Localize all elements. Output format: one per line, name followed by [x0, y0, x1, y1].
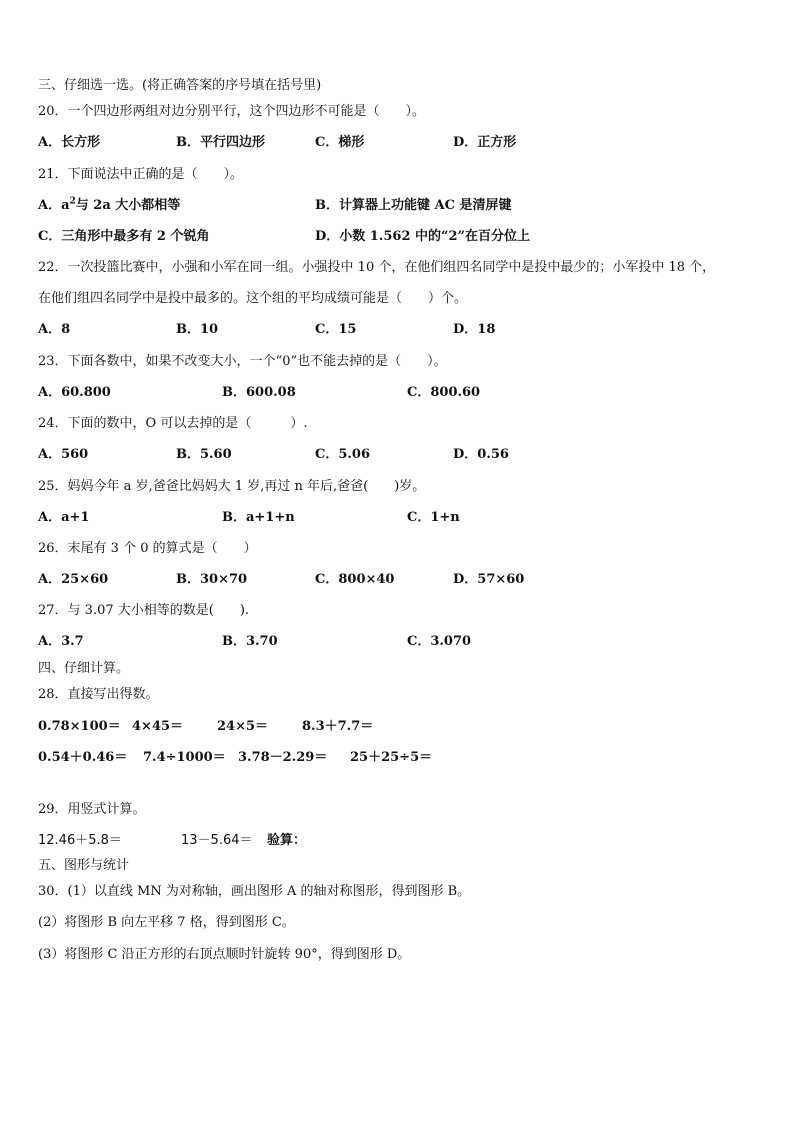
question-25-stem: 25．妈妈今年 a 岁,爸爸比妈妈大 1 岁,再过 n 年后,爸爸( )岁。 — [38, 479, 426, 494]
q21-option-a-post: 与 2a 大小都相等 — [75, 198, 181, 213]
question-28-stem: 28．直接写出得数。 — [38, 687, 159, 702]
q22-option-c[interactable]: C．15 — [315, 322, 357, 337]
q22-option-d[interactable]: D．18 — [453, 322, 496, 337]
q28-row2-item4: 25＋25÷5＝ — [350, 750, 433, 765]
question-30-part2: (2）将图形 B 向左平移 7 格，得到图形 C。 — [38, 915, 295, 930]
q27-option-b[interactable]: B．3.70 — [222, 634, 278, 649]
question-30-part3: (3）将图形 C 沿正方形的右顶点顺时针旋转 90°，得到图形 D。 — [38, 947, 411, 962]
q20-option-a[interactable]: A．长方形 — [38, 135, 101, 150]
question-20-stem: 20．一个四边形两组对边分别平行，这个四边形不可能是（ ）。 — [38, 104, 426, 119]
question-22-stem-line2: 在他们组四名同学中是投中最多的。这个组的平均成绩可能是（ ）个。 — [38, 291, 468, 306]
section-three-title: 三、仔细选一选。(将正确答案的序号填在括号里) — [38, 78, 322, 93]
q24-option-c[interactable]: C．5.06 — [315, 447, 371, 462]
q28-row2-item1: 0.54＋0.46＝ — [38, 750, 128, 765]
q21-option-b[interactable]: B．计算器上功能键 AC 是清屏键 — [315, 198, 512, 213]
q20-option-b[interactable]: B．平行四边形 — [176, 135, 265, 150]
q25-option-a[interactable]: A．a+1 — [38, 510, 90, 525]
question-24-stem: 24．下面的数中，O 可以去掉的是（ ）. — [38, 416, 308, 431]
q28-row2-item3: 3.78－2.29＝ — [238, 750, 328, 765]
q21-option-a[interactable] — [38, 197, 180, 215]
q25-option-b[interactable]: B．a+1+n — [222, 510, 295, 525]
q28-row1-item4: 8.3＋7.7＝ — [302, 719, 374, 734]
q25-option-c[interactable]: C．1+n — [407, 510, 460, 525]
q20-option-d[interactable]: D．正方形 — [453, 135, 517, 150]
q24-option-d[interactable]: D．0.56 — [453, 447, 509, 462]
q23-option-a[interactable]: A．60.800 — [38, 385, 111, 400]
q28-row1-item1: 0.78×100＝ — [38, 719, 121, 734]
question-30-part1: 30．(1）以直线 MN 为对称轴，画出图形 A 的轴对称图形，得到图形 B。 — [38, 884, 471, 899]
question-27-stem: 27．与 3.07 大小相等的数是( ). — [38, 603, 250, 618]
q21-option-a-pre: A．a — [38, 198, 70, 213]
q28-row2-item2: 7.4÷1000＝ — [143, 750, 226, 765]
q29-item2: 13－5.64＝ — [181, 833, 253, 848]
q28-row1-item3: 24×5＝ — [217, 719, 269, 734]
q28-row1-item2: 4×45＝ — [132, 719, 184, 734]
q26-option-b[interactable]: B．30×70 — [176, 572, 248, 587]
question-23-stem: 23．下面各数中，如果不改变大小，一个“0”也不能去掉的是（ ）。 — [38, 354, 447, 369]
question-21-stem: 21．下面说法中正确的是（ ）。 — [38, 167, 244, 182]
q26-option-d[interactable]: D．57×60 — [453, 572, 525, 587]
section-five-title: 五、图形与统计 — [38, 858, 130, 873]
q23-option-c[interactable]: C．800.60 — [407, 385, 481, 400]
q24-option-a[interactable]: A．560 — [38, 447, 89, 462]
q27-option-a[interactable]: A．3.7 — [38, 634, 84, 649]
q26-option-c[interactable]: C．800×40 — [315, 572, 395, 587]
q27-option-c[interactable]: C．3.070 — [407, 634, 472, 649]
q23-option-b[interactable]: B．600.08 — [222, 385, 296, 400]
q29-item1: 12.46＋5.8＝ — [38, 833, 122, 848]
q22-option-a[interactable]: A．8 — [38, 322, 71, 337]
section-four-title: 四、仔细计算。 — [38, 661, 130, 676]
q20-option-c[interactable]: C．梯形 — [315, 135, 365, 150]
question-29-stem: 29．用竖式计算。 — [38, 802, 146, 817]
q29-check-label: 验算： — [267, 833, 307, 848]
q21-option-d[interactable]: D．小数 1.562 中的“2”在百分位上 — [315, 229, 531, 244]
q21-option-a-sup: 2 — [69, 196, 76, 207]
q26-option-a[interactable]: A．25×60 — [38, 572, 109, 587]
q21-option-c[interactable]: C．三角形中最多有 2 个锐角 — [38, 229, 210, 244]
question-26-stem: 26．末尾有 3 个 0 的算式是（ ） — [38, 541, 257, 556]
q24-option-b[interactable]: B．5.60 — [176, 447, 232, 462]
question-22-stem-line1: 22．一次投篮比赛中，小强和小军在同一组。小强投中 10 个，在他们组四名同学中是投中最少的；小军投中 18 个， — [38, 260, 716, 275]
q22-option-b[interactable]: B．10 — [176, 322, 219, 337]
